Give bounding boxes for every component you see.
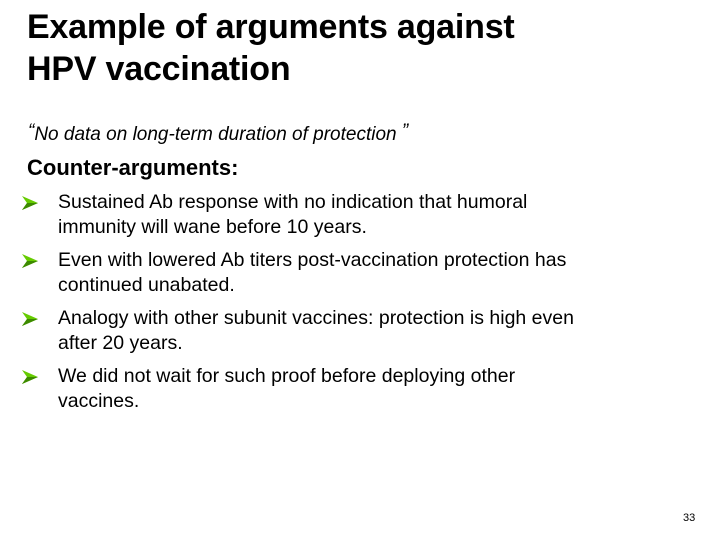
- list-item: [22, 190, 702, 240]
- close-quote-mark: ”: [401, 121, 409, 142]
- list-item-line: We did not wait for such proof before deploying other: [58, 365, 516, 387]
- section-heading: Counter-arguments:: [27, 155, 239, 180]
- list-item-line: Analogy with other subunit vaccines: protection is high even: [58, 307, 574, 329]
- list-item-line: immunity will wane before 10 years.: [58, 216, 367, 238]
- open-quote-mark: “: [28, 121, 35, 142]
- quoted-argument: [28, 119, 408, 148]
- counter-arguments-list: [22, 190, 702, 422]
- list-item-line: after 20 years.: [58, 332, 183, 354]
- list-item-line: vaccines.: [58, 390, 140, 412]
- slide-title: [27, 6, 687, 90]
- slide-title-line-2: HPV vaccination: [27, 50, 291, 88]
- page-number: 33: [683, 512, 696, 524]
- green-arrow-icon: [22, 370, 38, 384]
- list-item-line: continued unabated.: [58, 274, 235, 296]
- green-arrow-icon: [22, 196, 38, 210]
- quote-text: No data on long-term duration of protection: [34, 124, 397, 145]
- list-item-line: Sustained Ab response with no indication that humoral: [58, 191, 528, 213]
- slide-title-line-1: Example of arguments against: [27, 8, 515, 46]
- list-item: [22, 364, 702, 414]
- list-item: [22, 306, 702, 356]
- list-item-line: Even with lowered Ab titers post-vaccination protection has: [58, 249, 567, 271]
- green-arrow-icon: [22, 312, 38, 326]
- green-arrow-icon: [22, 254, 38, 268]
- list-item: [22, 248, 702, 298]
